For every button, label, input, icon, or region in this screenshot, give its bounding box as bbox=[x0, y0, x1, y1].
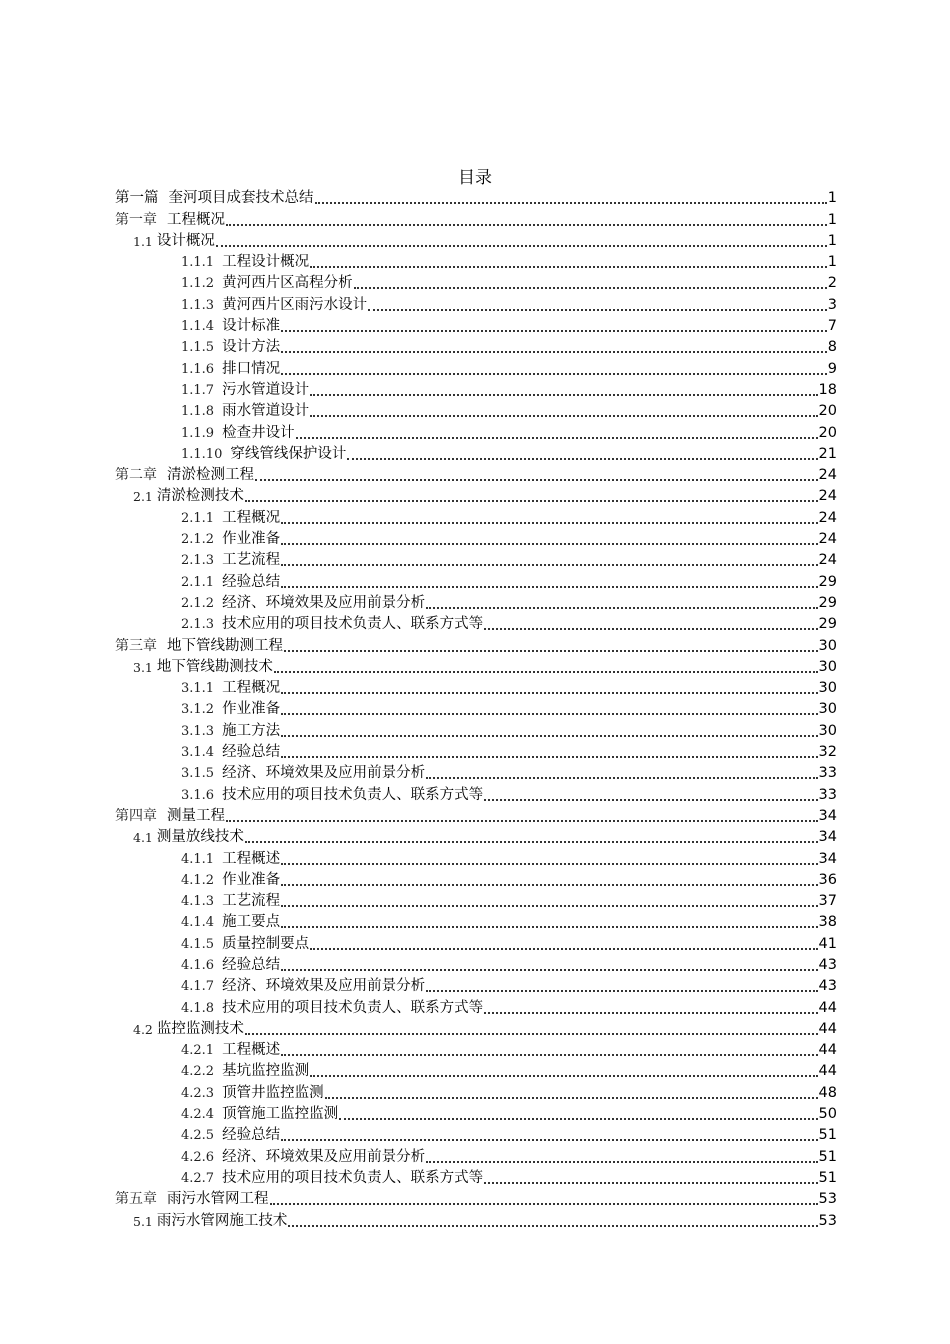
toc-entry-number: 4.1.6 bbox=[181, 957, 215, 973]
toc-dot-leader bbox=[245, 841, 818, 843]
toc-dot-leader bbox=[426, 777, 817, 779]
toc-entry-page: 50 bbox=[818, 1106, 837, 1123]
toc-entry-number: 3.1 bbox=[133, 659, 153, 675]
toc-entry[interactable] bbox=[115, 804, 837, 825]
toc-entry-number: 4.1.2 bbox=[181, 872, 215, 888]
toc-entry[interactable] bbox=[115, 569, 837, 590]
toc-dot-leader bbox=[216, 245, 827, 247]
toc-entry[interactable] bbox=[115, 1166, 837, 1187]
toc-entry-page: 24 bbox=[818, 552, 837, 569]
toc-dot-leader bbox=[288, 1225, 817, 1227]
toc-entry-title: 设计方法 bbox=[222, 339, 281, 356]
toc-entry-number: 4.2.2 bbox=[181, 1064, 215, 1080]
toc-dot-leader bbox=[281, 692, 817, 694]
toc-entry[interactable] bbox=[115, 889, 837, 910]
toc-entry-number: 3.1.1 bbox=[181, 681, 215, 697]
toc-entry-number: 4.1 bbox=[133, 830, 153, 846]
toc-entry-title: 测量放线技术 bbox=[156, 829, 244, 846]
toc-entry-page: 24 bbox=[818, 467, 837, 484]
toc-dot-leader bbox=[281, 926, 817, 928]
toc-entry-page: 53 bbox=[818, 1191, 837, 1208]
toc-dot-leader bbox=[281, 713, 817, 715]
toc-entry[interactable] bbox=[115, 335, 837, 356]
toc-entry-page: 18 bbox=[818, 381, 837, 398]
toc-entry-page: 51 bbox=[818, 1127, 837, 1144]
toc-entry-page: 48 bbox=[818, 1084, 837, 1101]
table-of-contents bbox=[115, 186, 837, 1230]
toc-entry-title: 作业准备 bbox=[222, 701, 281, 718]
toc-entry-title: 基坑监控监测 bbox=[222, 1063, 310, 1080]
toc-dot-leader bbox=[281, 1054, 817, 1056]
toc-entry-title: 清淤检测工程 bbox=[167, 467, 254, 484]
toc-entry-title: 工艺流程 bbox=[222, 552, 281, 569]
toc-entry-number: 第一篇 bbox=[115, 190, 159, 207]
toc-dot-leader bbox=[281, 905, 817, 907]
toc-entry-number: 1.1.7 bbox=[181, 382, 215, 398]
toc-entry-number: 1.1.1 bbox=[181, 255, 215, 271]
toc-dot-leader bbox=[426, 990, 817, 992]
toc-dot-leader bbox=[368, 309, 827, 311]
toc-entry-title: 黄河西片区高程分析 bbox=[222, 275, 353, 292]
toc-entry-page: 30 bbox=[818, 658, 837, 675]
toc-entry-page: 51 bbox=[818, 1148, 837, 1165]
toc-dot-leader bbox=[347, 458, 817, 460]
toc-entry-title: 顶管施工监控监测 bbox=[222, 1106, 339, 1123]
toc-entry-number: 4.2.1 bbox=[181, 1043, 215, 1059]
toc-entry-number: 第四章 bbox=[115, 807, 157, 824]
toc-dot-leader bbox=[281, 564, 817, 566]
toc-entry[interactable] bbox=[115, 633, 837, 654]
toc-dot-leader bbox=[354, 287, 827, 289]
toc-entry-title: 技术应用的项目技术负责人、联系方式等 bbox=[222, 999, 484, 1016]
toc-entry[interactable] bbox=[115, 505, 837, 526]
toc-dot-leader bbox=[315, 202, 827, 204]
toc-entry-title: 地下管线勘测工程 bbox=[167, 637, 283, 654]
toc-entry-title: 雨水管道设计 bbox=[222, 403, 310, 420]
toc-entry-page: 21 bbox=[818, 445, 837, 462]
toc-entry-page: 33 bbox=[818, 786, 837, 803]
toc-entry[interactable] bbox=[115, 910, 837, 931]
toc-entry-number: 3.1.3 bbox=[181, 723, 215, 739]
toc-entry-page: 43 bbox=[818, 978, 837, 995]
toc-entry-page: 1 bbox=[827, 232, 837, 249]
toc-dot-leader bbox=[270, 1203, 818, 1205]
toc-entry-number: 2.1.2 bbox=[181, 532, 215, 548]
toc-entry[interactable] bbox=[115, 655, 837, 676]
toc-entry[interactable] bbox=[115, 463, 837, 484]
toc-entry-title: 质量控制要点 bbox=[222, 935, 310, 952]
toc-entry-title: 清淤检测技术 bbox=[156, 488, 244, 505]
toc-entry-number: 4.2.6 bbox=[181, 1149, 215, 1165]
toc-entry-number: 2.1.1 bbox=[181, 510, 215, 526]
toc-entry-title: 奎河项目成套技术总结 bbox=[168, 190, 314, 207]
toc-entry[interactable] bbox=[115, 1123, 837, 1144]
toc-entry-number: 2.1.1 bbox=[181, 574, 215, 590]
toc-entry-number: 4.1.5 bbox=[181, 936, 215, 952]
toc-entry-title: 设计标准 bbox=[222, 318, 281, 335]
toc-entry-number: 1.1.5 bbox=[181, 340, 215, 356]
toc-entry[interactable] bbox=[115, 271, 837, 292]
toc-entry-title: 经验总结 bbox=[222, 744, 281, 761]
toc-entry[interactable] bbox=[115, 868, 837, 889]
toc-entry-title: 穿线管线保护设计 bbox=[230, 445, 347, 462]
toc-entry[interactable] bbox=[115, 484, 837, 505]
toc-entry-title: 工程概况 bbox=[222, 680, 281, 697]
toc-entry-number: 1.1.4 bbox=[181, 319, 215, 335]
toc-entry-number: 4.2.3 bbox=[181, 1085, 215, 1101]
toc-entry[interactable] bbox=[115, 953, 837, 974]
toc-dot-leader bbox=[281, 969, 817, 971]
toc-entry[interactable] bbox=[115, 825, 837, 846]
toc-entry-number: 第五章 bbox=[115, 1191, 157, 1208]
toc-dot-leader bbox=[325, 1097, 818, 1099]
toc-entry[interactable] bbox=[115, 846, 837, 867]
toc-entry-page: 7 bbox=[827, 318, 837, 335]
toc-entry-page: 30 bbox=[818, 637, 837, 654]
toc-entry[interactable] bbox=[115, 378, 837, 399]
toc-dot-leader bbox=[281, 373, 827, 375]
toc-dot-leader bbox=[310, 415, 817, 417]
toc-entry-page: 24 bbox=[818, 488, 837, 505]
toc-entry[interactable] bbox=[115, 1187, 837, 1208]
toc-entry-number: 2.1.2 bbox=[181, 595, 215, 611]
toc-entry-title: 经济、环境效果及应用前景分析 bbox=[222, 765, 426, 782]
toc-entry-number: 3.1.4 bbox=[181, 745, 215, 761]
toc-entry-number: 4.2.4 bbox=[181, 1107, 215, 1123]
toc-entry-number: 4.1.3 bbox=[181, 894, 215, 910]
toc-entry-number: 5.1 bbox=[133, 1213, 153, 1229]
toc-entry-page: 2 bbox=[827, 275, 837, 292]
toc-entry-page: 29 bbox=[818, 573, 837, 590]
toc-entry-title: 雨污水管网施工技术 bbox=[156, 1212, 288, 1229]
toc-entry-title: 经验总结 bbox=[222, 1127, 281, 1144]
toc-title: 目录 bbox=[458, 168, 492, 188]
toc-entry-number: 4.2 bbox=[133, 1021, 153, 1037]
toc-dot-leader bbox=[484, 628, 817, 630]
toc-entry-number: 4.2.5 bbox=[181, 1128, 215, 1144]
toc-entry[interactable] bbox=[115, 442, 837, 463]
toc-dot-leader bbox=[245, 500, 818, 502]
toc-entry-title: 技术应用的项目技术负责人、联系方式等 bbox=[222, 786, 484, 803]
toc-entry[interactable] bbox=[115, 399, 837, 420]
toc-entry[interactable] bbox=[115, 718, 837, 739]
toc-entry-page: 8 bbox=[827, 339, 837, 356]
toc-entry-title: 经济、环境效果及应用前景分析 bbox=[222, 594, 426, 611]
toc-entry-title: 经验总结 bbox=[222, 573, 281, 590]
toc-dot-leader bbox=[339, 1118, 817, 1120]
toc-entry-title: 检查井设计 bbox=[222, 424, 295, 441]
toc-entry-page: 51 bbox=[818, 1169, 837, 1186]
toc-entry-page: 44 bbox=[818, 1063, 837, 1080]
toc-entry-title: 工艺流程 bbox=[222, 893, 281, 910]
toc-entry[interactable] bbox=[115, 548, 837, 569]
toc-entry[interactable] bbox=[115, 1208, 837, 1229]
toc-entry[interactable] bbox=[115, 676, 837, 697]
toc-entry-number: 4.1.1 bbox=[181, 851, 215, 867]
toc-entry-number: 4.1.7 bbox=[181, 979, 215, 995]
toc-dot-leader bbox=[281, 863, 817, 865]
toc-entry-number: 1.1.3 bbox=[181, 297, 215, 313]
toc-entry[interactable] bbox=[115, 974, 837, 995]
toc-entry-page: 20 bbox=[818, 403, 837, 420]
toc-dot-leader bbox=[284, 650, 818, 652]
toc-dot-leader bbox=[484, 1182, 817, 1184]
toc-entry-number: 1.1.10 bbox=[181, 446, 223, 462]
toc-entry[interactable] bbox=[115, 1144, 837, 1165]
toc-entry-title: 雨污水管网工程 bbox=[167, 1191, 269, 1208]
toc-dot-leader bbox=[426, 1161, 817, 1163]
toc-entry-title: 工程概况 bbox=[167, 211, 225, 228]
toc-dot-leader bbox=[245, 1033, 818, 1035]
toc-entry[interactable] bbox=[115, 1017, 837, 1038]
toc-dot-leader bbox=[274, 671, 818, 673]
toc-entry-title: 施工要点 bbox=[222, 914, 281, 931]
toc-entry[interactable] bbox=[115, 761, 837, 782]
toc-dot-leader bbox=[226, 224, 827, 226]
toc-dot-leader bbox=[281, 330, 827, 332]
toc-dot-leader bbox=[255, 479, 818, 481]
toc-entry-page: 41 bbox=[818, 935, 837, 952]
toc-entry-number: 第三章 bbox=[115, 637, 157, 654]
toc-entry[interactable] bbox=[115, 697, 837, 718]
toc-entry-page: 44 bbox=[818, 1042, 837, 1059]
toc-entry-page: 29 bbox=[818, 594, 837, 611]
toc-dot-leader bbox=[310, 1075, 817, 1077]
toc-entry-number: 1.1.9 bbox=[181, 425, 215, 441]
toc-entry-title: 技术应用的项目技术负责人、联系方式等 bbox=[222, 616, 484, 633]
toc-entry[interactable] bbox=[115, 229, 837, 250]
toc-entry-page: 30 bbox=[818, 722, 837, 739]
toc-entry[interactable] bbox=[115, 1080, 837, 1101]
toc-dot-leader bbox=[281, 543, 817, 545]
toc-entry-title: 作业准备 bbox=[222, 871, 281, 888]
toc-dot-leader bbox=[281, 522, 817, 524]
toc-entry-number: 3.1.6 bbox=[181, 787, 215, 803]
toc-dot-leader bbox=[281, 884, 817, 886]
toc-entry-number: 2.1 bbox=[133, 489, 153, 505]
toc-entry-title: 技术应用的项目技术负责人、联系方式等 bbox=[222, 1169, 484, 1186]
toc-entry[interactable] bbox=[115, 527, 837, 548]
toc-entry[interactable] bbox=[115, 314, 837, 335]
toc-entry[interactable] bbox=[115, 1038, 837, 1059]
toc-entry[interactable] bbox=[115, 186, 837, 207]
toc-entry-number: 1.1.6 bbox=[181, 361, 215, 377]
toc-entry[interactable] bbox=[115, 1102, 837, 1123]
toc-entry[interactable] bbox=[115, 250, 837, 271]
toc-entry-page: 1 bbox=[827, 254, 837, 271]
toc-entry-title: 排口情况 bbox=[222, 360, 281, 377]
toc-entry-title: 地下管线勘测技术 bbox=[156, 658, 273, 675]
toc-entry-number: 3.1.2 bbox=[181, 702, 215, 718]
toc-entry[interactable] bbox=[115, 931, 837, 952]
toc-entry[interactable] bbox=[115, 782, 837, 803]
toc-entry-page: 33 bbox=[818, 765, 837, 782]
toc-entry-title: 经济、环境效果及应用前景分析 bbox=[222, 1148, 426, 1165]
toc-dot-leader bbox=[310, 948, 817, 950]
toc-entry[interactable] bbox=[115, 207, 837, 228]
toc-dot-leader bbox=[426, 607, 817, 609]
toc-entry-page: 34 bbox=[818, 850, 837, 867]
toc-entry-number: 第一章 bbox=[115, 211, 157, 228]
toc-entry-title: 经济、环境效果及应用前景分析 bbox=[222, 978, 426, 995]
toc-dot-leader bbox=[281, 586, 817, 588]
toc-dot-leader bbox=[484, 1012, 817, 1014]
toc-entry[interactable] bbox=[115, 356, 837, 377]
toc-entry-title: 工程概述 bbox=[222, 850, 281, 867]
toc-entry-title: 经验总结 bbox=[222, 956, 281, 973]
toc-entry-page: 32 bbox=[818, 744, 837, 761]
toc-entry-title: 施工方法 bbox=[222, 722, 281, 739]
toc-dot-leader bbox=[281, 735, 817, 737]
toc-entry-page: 44 bbox=[818, 1020, 837, 1037]
toc-dot-leader bbox=[281, 1139, 817, 1141]
toc-entry-page: 9 bbox=[827, 360, 837, 377]
toc-dot-leader bbox=[281, 756, 817, 758]
toc-entry-page: 30 bbox=[818, 701, 837, 718]
toc-entry-title: 污水管道设计 bbox=[222, 381, 310, 398]
toc-dot-leader bbox=[226, 820, 818, 822]
toc-dot-leader bbox=[310, 394, 817, 396]
toc-entry-page: 34 bbox=[818, 807, 837, 824]
toc-entry-page: 1 bbox=[827, 211, 837, 228]
toc-entry-number: 2.1.3 bbox=[181, 553, 215, 569]
toc-entry[interactable] bbox=[115, 740, 837, 761]
toc-entry-page: 29 bbox=[818, 616, 837, 633]
toc-entry[interactable] bbox=[115, 1059, 837, 1080]
toc-entry-page: 24 bbox=[818, 531, 837, 548]
toc-entry[interactable] bbox=[115, 420, 837, 441]
toc-entry-title: 作业准备 bbox=[222, 531, 281, 548]
toc-entry-number: 4.1.4 bbox=[181, 915, 215, 931]
toc-entry-page: 30 bbox=[818, 680, 837, 697]
toc-entry-page: 37 bbox=[818, 893, 837, 910]
toc-entry-page: 44 bbox=[818, 999, 837, 1016]
toc-entry-number: 1.1.8 bbox=[181, 404, 215, 420]
toc-entry-page: 36 bbox=[818, 871, 837, 888]
toc-dot-leader bbox=[296, 437, 818, 439]
toc-entry-title: 顶管井监控监测 bbox=[222, 1084, 324, 1101]
toc-dot-leader bbox=[484, 799, 817, 801]
toc-entry-page: 34 bbox=[818, 829, 837, 846]
toc-entry[interactable] bbox=[115, 995, 837, 1016]
toc-entry-title: 工程设计概况 bbox=[222, 254, 310, 271]
toc-entry-page: 43 bbox=[818, 956, 837, 973]
toc-entry-number: 第二章 bbox=[115, 467, 157, 484]
toc-entry-number: 4.2.7 bbox=[181, 1170, 215, 1186]
toc-entry-title: 监控监测技术 bbox=[156, 1020, 244, 1037]
toc-entry-title: 测量工程 bbox=[167, 807, 225, 824]
toc-entry-page: 20 bbox=[818, 424, 837, 441]
toc-entry-page: 1 bbox=[827, 190, 837, 207]
toc-entry-number: 1.1 bbox=[133, 233, 153, 249]
toc-entry-title: 工程概述 bbox=[222, 1042, 281, 1059]
toc-entry-title: 工程概况 bbox=[222, 509, 281, 526]
toc-entry[interactable] bbox=[115, 292, 837, 313]
toc-entry[interactable] bbox=[115, 591, 837, 612]
toc-entry-number: 4.1.8 bbox=[181, 1000, 215, 1016]
toc-dot-leader bbox=[281, 351, 827, 353]
toc-entry-title: 黄河西片区雨污水设计 bbox=[222, 296, 368, 313]
toc-entry-title: 设计概况 bbox=[156, 232, 215, 249]
toc-entry-page: 53 bbox=[818, 1212, 837, 1229]
toc-entry-page: 3 bbox=[827, 296, 837, 313]
toc-entry-number: 1.1.2 bbox=[181, 276, 215, 292]
toc-entry[interactable] bbox=[115, 612, 837, 633]
toc-entry-page: 38 bbox=[818, 914, 837, 931]
toc-dot-leader bbox=[310, 266, 827, 268]
toc-entry-page: 24 bbox=[818, 509, 837, 526]
toc-entry-number: 3.1.5 bbox=[181, 766, 215, 782]
toc-entry-number: 2.1.3 bbox=[181, 617, 215, 633]
